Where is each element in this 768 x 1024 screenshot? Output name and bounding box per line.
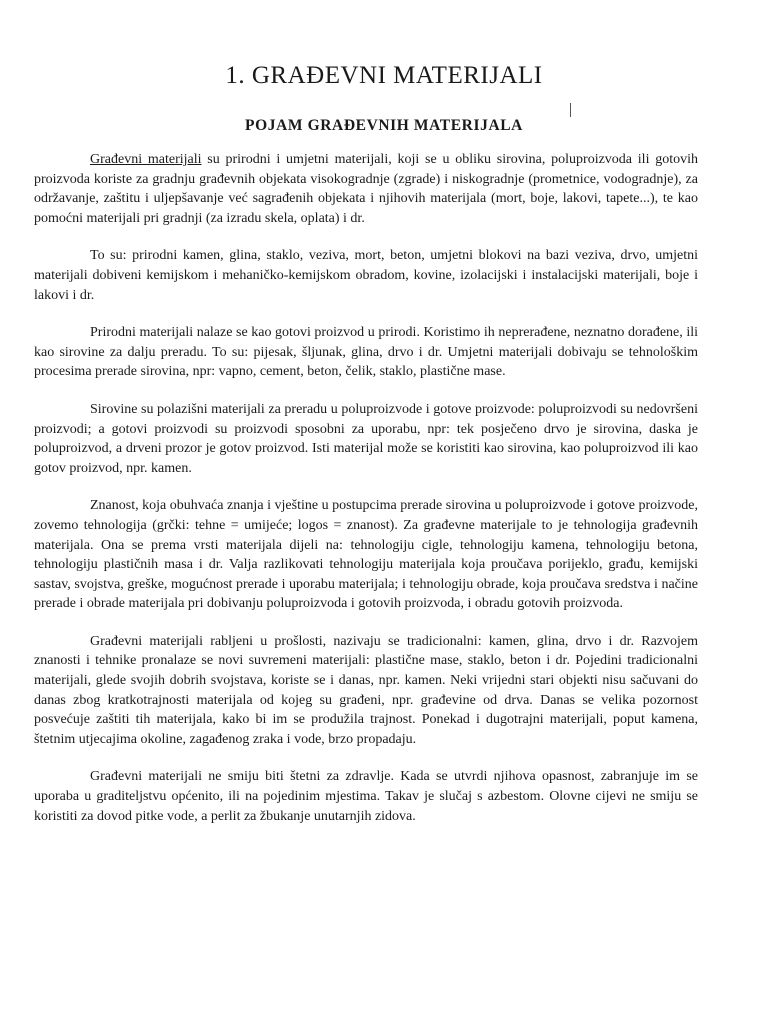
scan-mark <box>570 103 571 117</box>
paragraph-traditional: Građevni materijali rabljeni u prošlosti, nazivaju se tradicionalni: kamen, glina, drvo i dr. Razvojem znanosti i tehnike pronalaze se novi suvremeni materijali: plastične mase, staklo, beton i dr. Pojedini tradicionalni materijali, glede svojih dobrih svojstava, koriste se i danas, npr. kamen. Neki vrijedni stari objekti nisu sačuvani do danas zbog kratkotrajnosti materijala od kojeg su građeni, npr. građevine od drva. Danas se velika pozornost posvećuje zaštiti tih materijala, kako bi im se produžila trajnost. Ponekad i dugotrajni materijali, poput kamena, štetnim utjecajima okoline, zagađenog zraka i vode, brzo propadaju. <box>34 633 698 747</box>
term-underlined: Građevni materijali <box>90 152 202 167</box>
paragraph-definition <box>34 150 698 228</box>
paragraph-natural: Prirodni materijali nalaze se kao gotovi proizvod u prirodi. Koristimo ih neprerađene, neznatno dorađene, ili kao sirovine za dalju preradu. To su: pijesak, šljunak, glina, drvo i dr. Umjetni materijali dobivaju se tehnološkim procesima prerade sirovina, npr: vapno, cement, beton, čelik, staklo, plastične mase. <box>34 325 698 380</box>
paragraph-types: To su: prirodni kamen, glina, staklo, veziva, mort, beton, umjetni blokovi na bazi veziva, drvo, umjetni materijali dobiveni kemijskom i mehaničko-kemijskom obradom, kovine, izolacijski i instalacijski materijali, boje i lakovi i dr. <box>34 248 698 303</box>
paragraph-health: Građevni materijali ne smiju biti štetni za zdravlje. Kada se utvrdi njihova opasnost, zabranjuje im se uporaba u graditeljstvu općenito, ili na pojedinim mjestima. Takav je slučaj s azbestom. Olovne cijevi ne smiju se koristiti za dovod pitke vode, a perlit za žbukanje unutarnjih zidova. <box>34 769 698 824</box>
chapter-title: 1. GRAĐEVNI MATERIJALI <box>225 62 543 89</box>
paragraph-technology: Znanost, koja obuhvaća znanja i vještine u postupcima prerade sirovina u poluproizvode i gotove proizvode, zovemo tehnologija (grčki: tehne = umijeće; logos = znanost). Za građevne materijale to je tehnologija građevnih materijala. Ona se prema vrsti materijala dijeli na: tehnologiju cigle, tehnologiju kamena, tehnologiju betona, tehnologiju plastičnih masa i dr. Valja razlikovati tehnologiju materijala koja proučava porijeklo, građu, kemijski sastav, svojstva, greške, mogućnost prerade i uporabu materijala; i tehnologiju obrade, koja proučava sredstva i načine prerade i obrade materijala pri dobivanju poluproizvoda i gotovih proizvoda, i obradu gotovih proizvoda. <box>34 498 698 612</box>
section-subtitle: POJAM GRAĐEVNIH MATERIJALA <box>245 117 523 134</box>
document-body <box>34 150 698 844</box>
paragraph-raw: Sirovine su polazišni materijali za preradu u poluproizvode i gotove proizvode: poluproizvodi su nedovršeni proizvodi; a gotovi proizvodi su proizvodi sposobni za uporabu, npr: tek posječeno drvo je sirovina, daska je poluproizvod, a drveni prozor je gotov proizvod. Isti materijal može se koristiti kao sirovina, kao poluproizvod ili kao gotov proizvod, npr. kamen. <box>34 401 698 476</box>
paragraph-text: su prirodni i umjetni materijali, koji se u obliku sirovina, poluproizvoda ili gotovih proizvoda koriste za gradnju građevnih objekata visokogradnje (zgrade) i niskogradnje (prometnice, vodogradnje), za održavanje, zaštitu i uljepšavanje već sagrađenih objekata i njihovih materijala (mort, boje, lakovi, tapete...), te kao pomoćni materijali pri gradnji (za izradu skela, oplata) i dr. <box>34 152 699 226</box>
